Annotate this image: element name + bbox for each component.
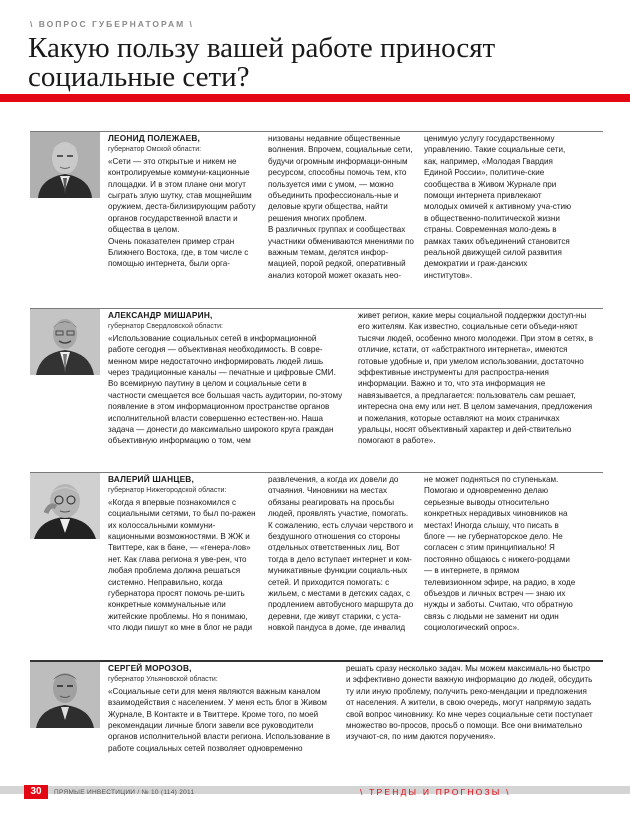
portrait-misharin [30,309,100,375]
quote-text: «Использование социальных сетей в информационной работе сегодня — объективная необходимость. В совре-менном мире недостаточно информировать людей лишь через традиционные каналы — печатные и цифровые СМИ. Во всемирную паутину в целом и социальные сети в частности смещается все большая часть аудитории, по-этому появление в этом информационном пространстве органов исполнительной власти совершенно естествен-но. Наша задача — донести до максимально широкого круга граждан объективную информацию о том, чем [108,333,343,446]
quote-column-2 [268,133,414,281]
section-divider [30,131,603,132]
journal-info: ПРЯМЫЕ ИНВЕСТИЦИИ / № 10 (114) 2011 [54,789,195,796]
quote-text: низованы недавние общественные волнения. Впрочем, социальные сети, будучи огромным информаци-онным ресурсом, способны помочь тем, кто пользуется ими с умом, — можно объединить профессиональ-ные и деловые круги общества, найти решения многих проблем. В различных группах и сообществах участники обмениваются мнениями по важным темам, делятся инфор-мацией, порой редкой, оперативный анализ которой может оказать нео- [268,134,414,280]
quote-column-1 [108,474,260,634]
speaker-title: губернатор Омской области: [108,146,202,154]
quote-column-2 [346,663,596,743]
section-divider [30,308,603,309]
quote-text: «Социальные сети для меня являются важным каналом взаимодействия с населением. У меня есть блог в Живом Журнале, В Контакте и в Твиттере. Кроме того, по моей рекомендации личные блоги завели все руководители органов исполнительной власти региона. Использование в работе социальных сетей позволяет одновременно [108,686,331,753]
speaker-name: АЛЕКСАНДР МИШАРИН, [108,310,213,320]
quote-text: развлечения, а когда их довели до отчаяния. Чиновники на местах обязаны реагировать на просьбы людей, проявлять участие, помогать. К сожалению, есть случаи черствого и бездушного отношения со стороны отдельных ответственных лиц. Вот тогда в дело вступает интернет и ком-муникативные функции социаль-ных сетей. И приходится помогать: с жильем, с местами в детских садах, с продлением автобусного маршрута до деревни, где живут старики, с уста-новкой пандуса в доме, где инвалид [268,475,414,633]
quote-text: не может подняться по ступенькам. Помогаю и одновременно делаю серьезные выводы относительно конкретных нерадивых чиновников на местах! Иногда слышу, что писать в блоге — не губернаторское дело. Не согласен с этим принципиально! Я постоянно общаюсь с нижего-родцами — в интернете, в прямом телевизионном эфире, на радио, в ходе объездов и личных встреч — знаю их нужды и заботы. Считаю, что обратную связь с людьми не заменит ни один социологический опрос». [424,475,576,633]
quote-column-1 [108,310,344,447]
speaker-title: губернатор Нижегородской области: [108,487,227,495]
speaker-title: губернатор Свердловской области: [108,323,223,331]
portrait-morozov [30,662,100,728]
section-divider [30,660,603,662]
quote-text: «Когда я впервые познакомился с социальными сетями, то был по-ражен их колоссальными коммуни-кационными возможностями. В ЖЖ и Твиттере, как в бане, — «генера-лов» нет. Как глава региона я уве-рен, что любая проблема должна решаться системно. Неправильно, когда губернатора просят помочь ре-шить конкретные коммунальные или житейские проблемы. Но я понимаю, что люди пишут ко мне в блог не ради [108,497,256,633]
quote-column-3 [424,474,576,634]
section-label: \ ТРЕНДЫ И ПРОГНОЗЫ \ [360,787,511,797]
speaker-title: губернатор Ульяновской области: [108,676,218,684]
portrait-photo [30,132,100,198]
quote-text: ценимую услугу государственному управлению. Такие социальные сети, как, например, «Молодая Гвардия Единой России», политиче-ские сообщества в Живом Журнале при помощи интернета привлекают молодых омичей к активному уча-стию в общественно-политической жизни страны. Современная моло-дежь в рамках таких объединений становится реальной движущей силой развития демократии и граж-данских институтов». [424,134,572,280]
quote-text: живет регион, какие меры социальной поддержки доступ-ны его жителям. Как известно, социальные сети объеди-няют тысячи людей, особенно много молодежи. При этом в сетях, в отличие, кстати, от «абстрактного интернета», имеются готовые удобные и, при умелом использовании, достаточно эффективные инструменты для распростра-нения информации. Важно и то, что эта информация не навязывается, а предлагается: пользователь сам решает, интересна она ему или нет. В целом замечания, предложения и пожелания, которые оставляют на моих страничках уральцы, носят объективный характер и дей-ствительно помогают в работе». [358,311,594,446]
speaker-name: СЕРГЕЙ МОРОЗОВ, [108,663,192,673]
portrait-photo [30,473,100,539]
portrait-photo [30,662,100,728]
quote-text: решать сразу несколько задач. Мы можем максималь-но быстро и эффективно донести важную информацию до людей, обсудить ту или иную проблему, получить реко-мендации и предложения от населения. А жители, в свою очередь, могут напрямую задать свой вопрос чиновнику. Ко мне через социальные сети поступает множество во-просов, просьб о помощи. Все они внимательно изучают-ся, по ним даются поручения». [346,664,593,742]
quote-column-3 [424,133,574,281]
quote-text: «Сети — это открытые и никем не контролируемые коммуни-кационные площадки. И в этом плане они могут сыграть злую шутку, став мощнейшим оружием, деста-билизирующим работу органов государственной власти и общества в целом. Очень показателен пример стран Ближнего Востока, где, в том числе с помощью интернета, были орга- [108,156,256,269]
accent-bar [0,94,630,102]
quote-column-2 [268,474,414,634]
quote-column-2 [358,310,596,447]
section-divider [30,472,603,473]
page-number: 30 [24,785,48,799]
rubric: \ ВОПРОС ГУБЕРНАТОРАМ \ [30,19,194,29]
quote-column-1 [108,663,340,754]
speaker-name: ЛЕОНИД ПОЛЕЖАЕВ, [108,133,201,143]
quote-column-1 [108,133,260,270]
speaker-name: ВАЛЕРИЙ ШАНЦЕВ, [108,474,195,484]
portrait-polezhaev [30,132,100,198]
page-title: Какую пользу вашей работе приносят социальные сети? [28,32,496,93]
portrait-shantsev [30,473,100,539]
portrait-photo [30,309,100,375]
